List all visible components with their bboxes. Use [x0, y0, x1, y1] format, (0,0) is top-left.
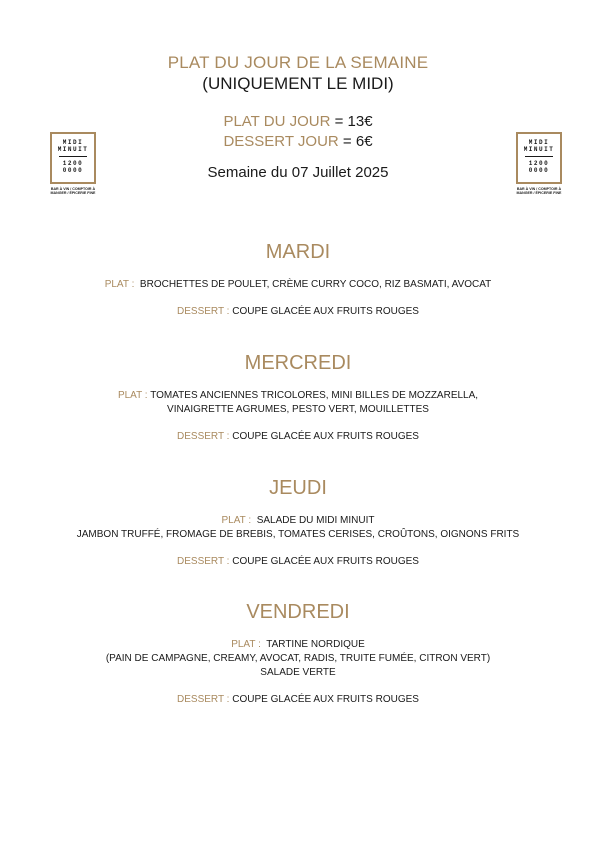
page-title: PLAT DU JOUR DE LA SEMAINE [167, 53, 429, 72]
day-section-mardi [0, 240, 596, 319]
dessert-line [0, 555, 596, 569]
logo-text-0000: 0000 [62, 167, 84, 174]
plat-du-jour-label: PLAT DU JOUR [223, 113, 331, 130]
plat-line-3: SALADE VERTE [260, 667, 336, 678]
logo-tagline-2: MANGER / ÉPICERIE FINE [516, 191, 562, 196]
logo-tagline-1: BAR À VIN / COMPTOIR À [50, 187, 96, 191]
plat-line-2: (PAIN DE CAMPAGNE, CREAMY, AVOCAT, RADIS, TRUITE FUMÉE, CITRON VERT) [105, 653, 491, 664]
dessert-text: COUPE GLACÉE AUX FRUITS ROUGES [232, 694, 419, 705]
dessert-label: DESSERT : [177, 431, 230, 442]
dessert-text: COUPE GLACÉE AUX FRUITS ROUGES [232, 556, 419, 567]
day-section-vendredi [0, 600, 596, 707]
plat-text: BROCHETTES DE POULET, CRÈME CURRY COCO, RIZ BASMATI, AVOCAT [139, 279, 492, 290]
logo-text-midi: MIDI [528, 139, 550, 146]
logo-text-minuit: MINUIT [523, 146, 555, 153]
logo-frame [50, 132, 96, 184]
dessert-jour-label: DESSERT JOUR [223, 133, 339, 150]
day-title: JEUDI [269, 477, 327, 499]
dessert-label: DESSERT : [177, 306, 230, 317]
logo-tagline [513, 187, 565, 196]
logo-text-1200: 1200 [62, 160, 84, 167]
day-section-jeudi [0, 476, 596, 569]
plat-line [0, 278, 596, 292]
plat-label: PLAT : [104, 279, 135, 290]
logo-divider [525, 156, 553, 157]
plat-line [0, 514, 596, 528]
dessert-line [0, 430, 596, 444]
plat-label: PLAT : [231, 639, 261, 650]
logo-text-midi: MIDI [62, 139, 84, 146]
logo-divider [59, 156, 87, 157]
plat-line-2: JAMBON TRUFFÉ, FROMAGE DE BREBIS, TOMATES CERISES, CROÛTONS, OIGNONS FRITS [76, 529, 520, 540]
midi-minuit-logo-left [47, 132, 99, 196]
plat-text: TOMATES ANCIENNES TRICOLORES, MINI BILLES DE MOZZARELLA, [150, 390, 479, 401]
plat-text: TARTINE NORDIQUE [266, 639, 365, 650]
plat-line [0, 389, 596, 403]
dessert-label: DESSERT : [177, 694, 230, 705]
logo-text-minuit: MINUIT [57, 146, 89, 153]
dessert-text: COUPE GLACÉE AUX FRUITS ROUGES [232, 431, 419, 442]
plat-price-line [0, 112, 596, 132]
dessert-jour-price: = 6€ [342, 133, 373, 150]
logo-tagline [47, 187, 99, 196]
dessert-text: COUPE GLACÉE AUX FRUITS ROUGES [232, 306, 419, 317]
logo-frame [516, 132, 562, 184]
plat-label: PLAT : [221, 515, 252, 526]
page-subtitle: (UNIQUEMENT LE MIDI) [202, 74, 394, 93]
day-title: MERCREDI [244, 352, 352, 374]
logo-text-0000: 0000 [528, 167, 550, 174]
midi-minuit-logo-right [513, 132, 565, 196]
plat-label: PLAT : [117, 390, 148, 401]
logo-tagline-2: MANGER / ÉPICERIE FINE [50, 191, 96, 196]
plat-line-2: VINAIGRETTE AGRUMES, PESTO VERT, MOUILLETTES [167, 404, 429, 415]
dessert-line [0, 693, 596, 707]
logo-tagline-1: BAR À VIN / COMPTOIR À [516, 187, 562, 191]
day-section-mercredi [0, 351, 596, 444]
dessert-label: DESSERT : [177, 556, 230, 567]
logo-text-1200: 1200 [528, 160, 550, 167]
day-title: MARDI [265, 241, 331, 263]
plat-text: SALADE DU MIDI MINUIT [256, 515, 375, 526]
plat-du-jour-price: = 13€ [334, 113, 373, 130]
week-date: Semaine du 07 Juillet 2025 [207, 164, 389, 181]
dessert-line [0, 305, 596, 319]
day-title: VENDREDI [246, 601, 350, 623]
plat-line [0, 638, 596, 652]
